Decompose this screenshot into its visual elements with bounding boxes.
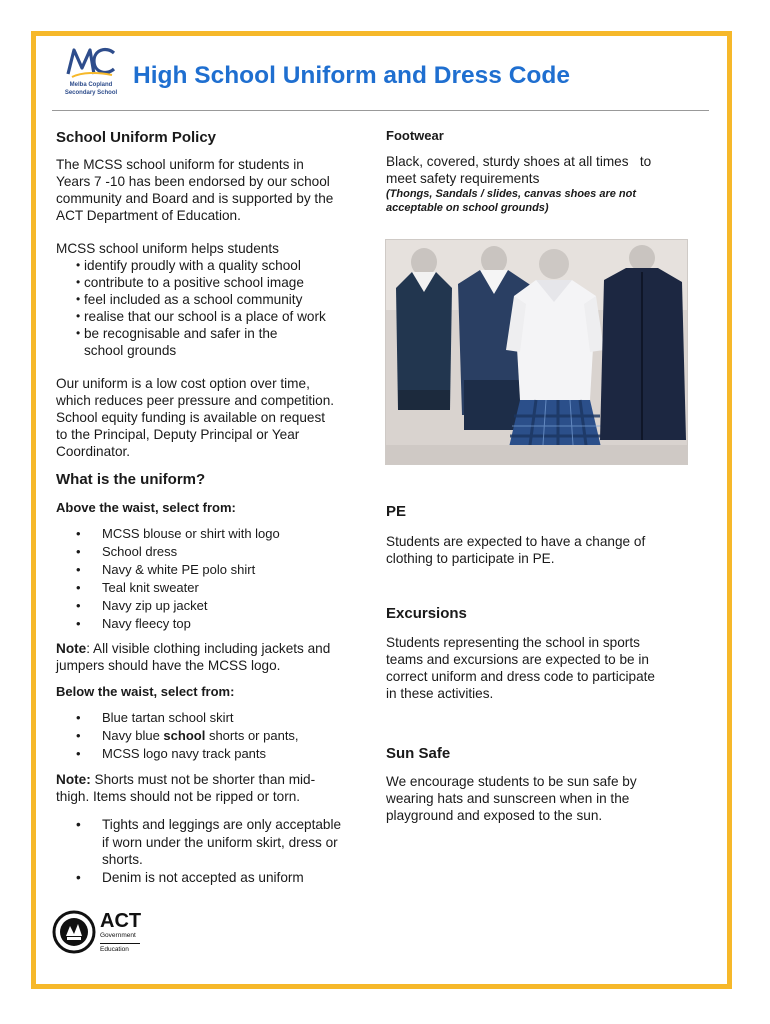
list-item: • realise that our school is a place of work — [56, 308, 386, 325]
extra-rules-list — [56, 816, 386, 886]
list-item: • feel included as a school community — [56, 291, 386, 308]
text-line: School equity funding is available on request — [56, 410, 326, 425]
logo-line-1: Melba Copland — [69, 82, 113, 88]
footwear-note: (Thongs, Sandals / slides, canvas shoes are not acceptable on school grounds) — [386, 188, 637, 214]
uniform-heading: What is the uniform? — [56, 471, 206, 488]
helps-lead: MCSS school uniform helps students — [56, 241, 279, 256]
pe-heading: PE — [386, 503, 407, 520]
note-logo: Note: All visible clothing including jackets and jumpers should have the MCSS logo. — [56, 641, 331, 673]
below-waist-heading: Below the waist, select from: — [56, 684, 235, 699]
text-line: meet safety requirements — [386, 171, 540, 186]
text-line: Students are expected to have a change of — [386, 534, 646, 549]
cost-paragraph — [56, 375, 386, 460]
excursions-text — [386, 634, 706, 702]
sunsafe-heading: Sun Safe — [386, 745, 451, 762]
helps-list — [56, 257, 386, 359]
list-item: • MCSS blouse or shirt with logo — [56, 525, 386, 543]
act-government-logo — [52, 910, 147, 956]
logo-line-2: Secondary School — [64, 90, 118, 96]
excursions-heading: Excursions — [386, 605, 467, 622]
uniform-photo — [385, 239, 688, 465]
list-item: • Tights and leggings are only acceptable if worn under the uniform skirt, dress or shorts. — [56, 816, 386, 869]
act-education-text: Education — [100, 946, 129, 953]
text-line: correct uniform and dress code to participate — [386, 669, 655, 684]
note-shorts: Note: Shorts must not be shorter than mid- thigh. Items should not be ripped or torn. — [56, 772, 316, 804]
text-line: to the Principal, Deputy Principal or Year — [56, 427, 300, 442]
title-divider — [52, 110, 709, 111]
page-title: High School Uniform and Dress Code — [133, 62, 570, 89]
text-line: We encourage students to be sun safe by — [386, 774, 637, 789]
text-line: which reduces peer pressure and competition. — [56, 393, 335, 408]
footwear-text — [386, 153, 706, 187]
list-item: • Navy & white PE polo shirt — [56, 561, 386, 579]
text-line: Our uniform is a low cost option over time, — [56, 376, 310, 391]
text-line: ACT Department of Education. — [56, 208, 241, 223]
text-line: Students representing the school in sports — [386, 635, 640, 650]
footwear-heading: Footwear — [386, 128, 444, 143]
list-item: • MCSS logo navy track pants — [56, 745, 386, 763]
text-line: Years 7 -10 has been endorsed by our school — [56, 174, 330, 189]
act-government-text: Government — [100, 932, 136, 939]
list-item: • Blue tartan school skirt — [56, 709, 386, 727]
above-waist-heading: Above the waist, select from: — [56, 500, 236, 515]
text-line: in these activities. — [386, 686, 494, 701]
mc-monogram-icon — [64, 44, 118, 78]
list-item: • Teal knit sweater — [56, 579, 386, 597]
policy-heading: School Uniform Policy — [56, 129, 217, 146]
list-item: • contribute to a positive school image — [56, 274, 386, 291]
pe-text — [386, 533, 706, 567]
school-logo — [52, 44, 130, 102]
note-label: Note: — [56, 772, 91, 787]
policy-intro — [56, 156, 386, 224]
below-waist-list — [56, 709, 386, 763]
list-item: • identify proudly with a quality school — [56, 257, 386, 274]
note-label: Note — [56, 641, 87, 656]
list-item: • be recognisable and safer in the school grounds — [56, 325, 386, 359]
text-line: Black, covered, sturdy shoes at all times to — [386, 154, 652, 169]
act-wordmark: ACT — [100, 910, 142, 932]
list-item: • Navy blue school shorts or pants, — [56, 727, 386, 745]
act-crest-icon — [52, 910, 96, 954]
list-item: • Navy fleecy top — [56, 615, 386, 633]
text-line: clothing to participate in PE. — [386, 551, 555, 566]
above-waist-list — [56, 525, 386, 633]
text-line: Coordinator. — [56, 444, 131, 459]
act-divider — [100, 943, 140, 944]
text-line: playground and exposed to the sun. — [386, 808, 603, 823]
text-line: The MCSS school uniform for students in — [56, 157, 304, 172]
text-line: community and Board and is supported by the — [56, 191, 334, 206]
list-item: • School dress — [56, 543, 386, 561]
list-item: • Denim is not accepted as uniform — [56, 869, 386, 887]
text-line: teams and excursions are expected to be in — [386, 652, 649, 667]
sunsafe-text — [386, 773, 706, 824]
list-item: • Navy zip up jacket — [56, 597, 386, 615]
text-line: wearing hats and sunscreen when in the — [386, 791, 630, 806]
